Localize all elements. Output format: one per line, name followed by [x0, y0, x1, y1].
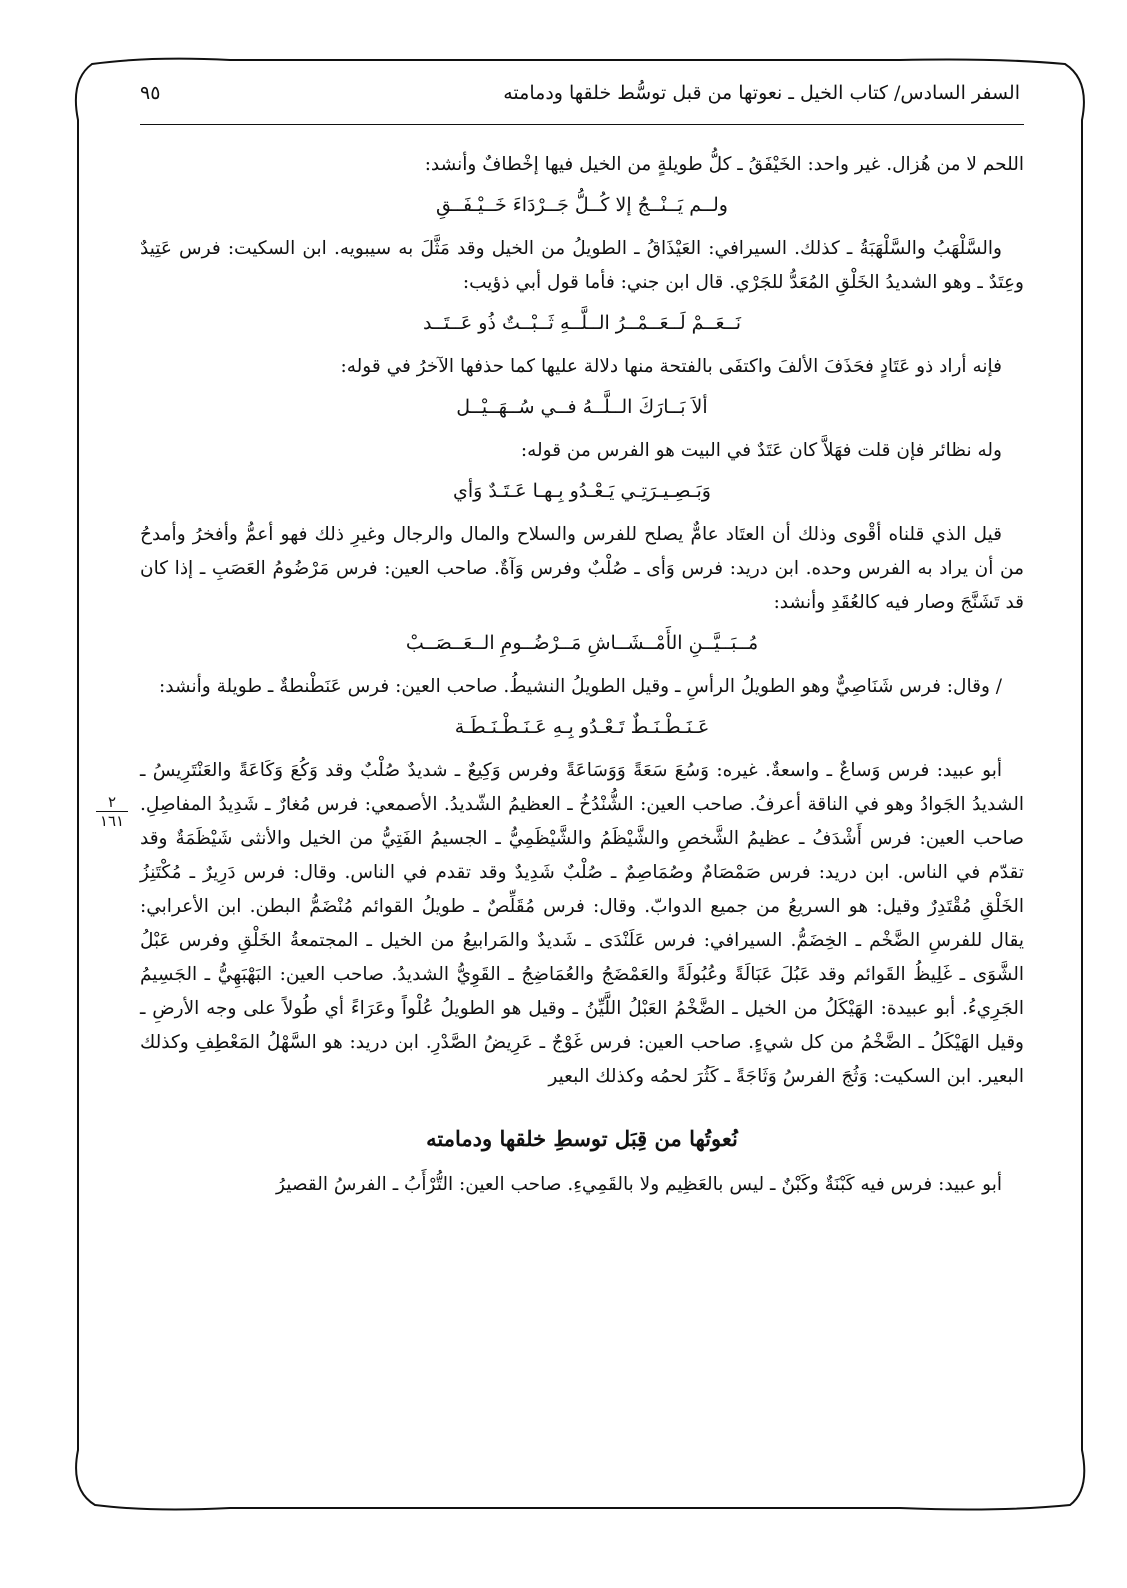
- paragraph-2: والسَّلْهَبُ والسَّلْهَبَةُ ـ كذلك. السيرافي: العَيْذَاقُ ـ الطويلُ من الخيل وقد مَثَّلَ به سيبويه. ابن السكيت: فرس عَتِيدٌ وعِتَدٌ ـ وهو الشديدُ الخَلْقِ المُعَدُّ للجَرْي. قال ابن جني: فأما قول أبي ذؤيب:: [140, 238, 1024, 293]
- verse-2: نَــعَــمْ لَــعَــمْــرُ الــلَّــهِ ثَــبْــتٌ ذُو عَــتَــد: [422, 312, 742, 334]
- folio-top: ٢: [96, 794, 128, 812]
- paragraph-6: / وقال: فرس شَنَاصِيٌّ وهو الطويلُ الرأسِ ـ وقيل الطويلُ النشيطُ. صاحب العين: فرس عَنَطْنطةٌ ـ طويلة وأنشد:: [159, 676, 1002, 697]
- manuscript-folio-note: [96, 794, 128, 829]
- paragraph-8: أبو عبيد: فرس فيه كَبْنَةٌ وكَبْنٌ ـ ليس بالعَظِيم ولا بالقَمِيءِ. صاحب العين: التُّرْأَبُ ـ الفرسُ القصيرُ: [276, 1174, 1002, 1195]
- paragraph-4: وله نظائر فإن قلت فهَلاَّ كان عَتَدٌ في البيت هو الفرس من قوله:: [520, 440, 1002, 461]
- section-heading: نُعوتُها من قِبَل توسطِ خلقها ودمامته: [426, 1126, 738, 1151]
- page-number: ٩٥: [140, 82, 161, 104]
- header-rule: [140, 124, 1024, 125]
- running-header: [140, 82, 1020, 122]
- header-title: السفر السادس/ كتاب الخيل ـ نعوتها من قبل توسُّط خلقها ودمامته: [503, 82, 1020, 104]
- verse-3: ألاَ بَــارَكَ الــلَّــهُ فــي سُــهَــيْــل: [456, 396, 708, 418]
- verse-6: عَـنَـطْـنَـطٌ تَـعْـدُو بِـهِ عَـنَـطْـنَـطَـة: [454, 716, 710, 738]
- paragraph-1: اللحم لا من هُزال. غير واحد: الخَيْفَقُ ـ كلُّ طويلةٍ من الخيل فيها إخْطافٌ وأنشد:: [424, 154, 1024, 175]
- page-body: [140, 148, 1024, 1202]
- verse-4: وَبَـصِـيـرَتِـي يَـعْـدُو بِـهـا عَـتَـدٌ وَأي: [453, 480, 711, 502]
- paragraph-5: قيل الذي قلناه أقْوى وذلك أن العتَاد عامٌّ يصلح للفرس والسلاح والمال والرجال وغيرِ ذلك فهو أعمُّ وأفخرُ وأمدحُ من أن يراد به الفرس وحده. ابن دريد: فرس وَأى ـ صُلْبٌ وفرس وَآةٌ. صاحب العين: فرس مَرْضُومُ العَصَبِ ـ إذا كان قد تَشَنَّجَ وصار فيه كالعُقَدِ وأنشد:: [140, 524, 1024, 613]
- paragraph-7: أبو عبيد: فرس وَساعٌ ـ واسعةٌ. غيره: وَسُعَ سَعَةً وَوَسَاعَةً وفرس وَكِيعٌ ـ شديدٌ صُلْبٌ وقد وَكُعَ وَكَاعَةً والعَنْتَرِيسُ ـ الشديدُ الجَوادُ وهو في الناقة أعرفُ. صاحب العين: الشُّنْدُخُ ـ العظيمُ الشّديدُ. الأصمعي: فرس مُغارٌ ـ شَدِيدُ المفاصِلِ. صاحب العين: فرس أَشْدَفُ ـ عظيمُ الشَّخصِ والشَّيْظَمُ والشَّيْظَمِيُّ ـ الجسيمُ الفَتِيُّ من الخيل والأنثى شَيْظَمَةٌ وقد تقدّم في الناس. ابن دريد: فرس صَمْصَامٌ وصُمَاصِمٌ ـ صُلْبٌ شَدِيدٌ وقد تقدم في الناس. وقال: فرس دَرِيرٌ ـ مُكْتَنِزُ الخَلْقِ مُقْتَدِرٌ وقيل: هو السريعُ من جميع الدوابّ. وقال: فرس مُقَلِّصٌ ـ طويلُ القوائم مُنْضَمُّ البطن. ابن الأعرابي: يقال للفرسِ الضَّخْم ـ الخِضَمُّ. السيرافي: فرس عَلَنْدَى ـ شَديدٌ والمَرابيعُ من الخيل ـ المجتمعةُ الخَلْقِ وفرس عَبْلُ الشَّوَى ـ غَلِيظُ القَوائم وقد عَبُلَ عَبَالَةً وعُبُولَةً والعَمْضَجُ والعُمَاضِجُ ـ القَوِيُّ الشديدُ. صاحب العين: البَهْبَهِيُّ ـ الجَسِيمُ الجَرِيءُ. أبو عبيدة: الهَيْكَلُ من الخيل ـ الضَّخْمُ العَبْلُ اللَّيِّنُ ـ وقيل هو الطويلُ عُلْواً وعَرَاءً أي طُولاً على وجه الأرضِ ـ وقيل الهَيْكَلُ ـ الضَّخْمُ من كل شيءٍ. صاحب العين: فرس غَوْجٌ ـ عَرِيضُ الصَّدْرِ. ابن دريد: هو السَّهْلُ المَعْطِفِ وكذلك البعير. ابن السكيت: وَثُجَ الفرسُ وَثَاجَةً ـ كَثُرَ لحمُه وكذلك البعير: [140, 760, 1024, 1087]
- verse-1: ولــم يَــنْــجُ إلا كُــلُّ جَــرْدَاءَ خَــيْـفَــقِ: [436, 194, 728, 216]
- folio-bottom: ١٦١: [99, 812, 125, 830]
- paragraph-3: فإنه أراد ذو عَتَادٍ فحَذَفَ الألفَ واكتفَى بالفتحة منها دلالة عليها كما حذفها الآخرُ في قوله:: [340, 356, 1002, 377]
- verse-5: مُــبَــيَّــنِ الأَمْــشَــاشِ مَــرْضُــومِ الــعَــصَــبْ: [405, 632, 759, 654]
